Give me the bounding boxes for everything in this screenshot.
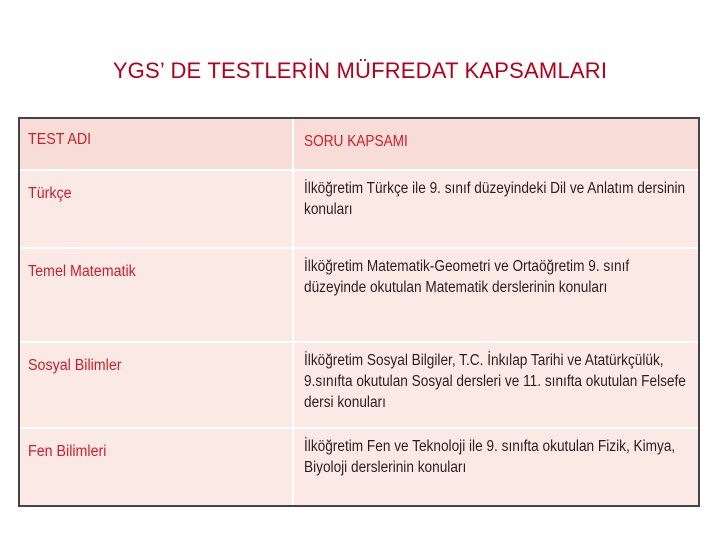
table-row	[20, 428, 698, 505]
test-name-cell	[20, 342, 293, 428]
table-row	[20, 170, 698, 248]
scope-text: İlköğretim Türkçe ile 9. sınıf düzeyindeki Dil ve Anlatım dersinin konuları	[304, 180, 686, 218]
table-row	[20, 248, 698, 342]
scope-cell	[293, 428, 698, 505]
curriculum-table-grid	[20, 119, 698, 505]
header-test-name-label: TEST ADI	[28, 131, 92, 148]
test-name-cell	[20, 170, 293, 248]
scope-text: İlköğretim Sosyal Bilgiler, T.C. İnkılap Tarihi ve Atatürkçülük, 9.sınıfta okutulan Sosyal dersleri ve 11. sınıfta okutulan Felsefe dersi konuları	[304, 352, 686, 411]
scope-cell	[293, 342, 698, 428]
scope-cell	[293, 170, 698, 248]
scope-text: İlköğretim Fen ve Teknoloji ile 9. sınıfta okutulan Fizik, Kimya, Biyoloji derslerinin konuları	[304, 438, 676, 476]
test-name: Sosyal Bilimler	[28, 357, 122, 374]
test-name-cell	[20, 428, 293, 505]
scope-cell	[293, 248, 698, 342]
test-name: Türkçe	[28, 185, 72, 202]
curriculum-table	[18, 117, 700, 507]
test-name-cell	[20, 248, 293, 342]
test-name: Temel Matematik	[28, 263, 136, 280]
table-row	[20, 342, 698, 428]
test-name: Fen Bilimleri	[28, 443, 107, 460]
page-title: YGS’ DE TESTLERİN MÜFREDAT KAPSAMLARI	[112, 58, 608, 83]
table-header-row	[20, 119, 698, 170]
scope-text: İlköğretim Matematik-Geometri ve Ortaöğretim 9. sınıf düzeyinde okutulan Matematik derslerinin konuları	[304, 258, 630, 296]
header-question-scope	[293, 119, 698, 170]
header-question-scope-label: SORU KAPSAMI	[304, 133, 408, 150]
header-test-name	[20, 119, 293, 170]
